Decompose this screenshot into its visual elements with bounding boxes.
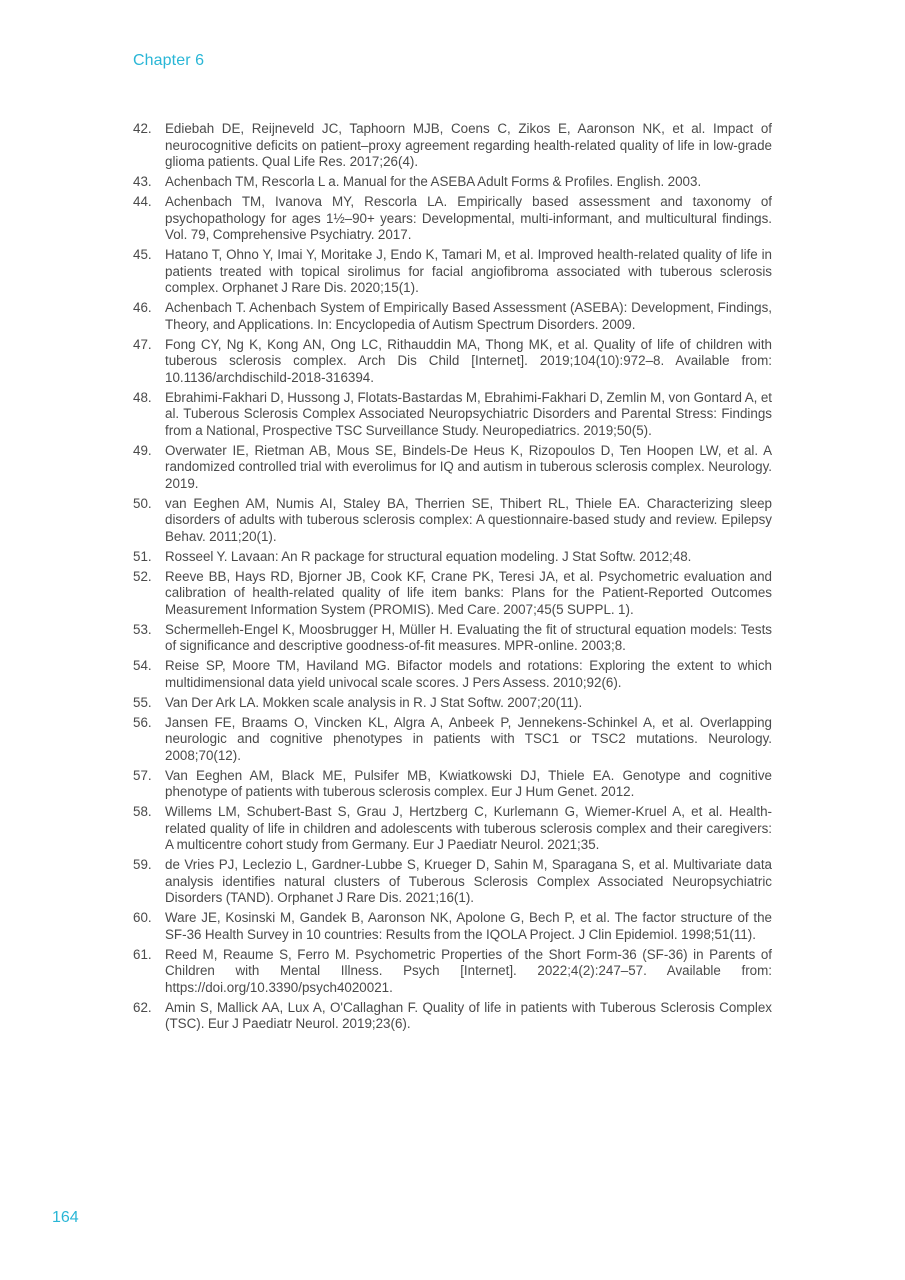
reference-number: 49. <box>133 442 152 458</box>
reference-text: Jansen FE, Braams O, Vincken KL, Algra A, Anbeek P, Jennekens-Schinkel A, et al. Overlapping neurologic and cognitive phenotypes in patients with TSC1 or TSC2 mutations. Neurology. 2008;70(12). <box>165 714 772 763</box>
reference-number: 51. <box>133 548 152 564</box>
reference-number: 46. <box>133 300 152 315</box>
reference-item <box>133 337 772 387</box>
reference-item <box>133 390 772 440</box>
reference-item <box>133 569 772 619</box>
reference-number: 42. <box>133 121 152 136</box>
reference-text: Achenbach TM, Rescorla L a. Manual for the ASEBA Adult Forms & Profiles. English. 2003. <box>165 174 702 189</box>
reference-item <box>133 121 772 171</box>
reference-item <box>133 496 772 546</box>
reference-number: 59. <box>133 857 152 872</box>
reference-text: Van Der Ark LA. Mokken scale analysis in R. J Stat Softw. 2007;20(11). <box>165 694 583 710</box>
reference-item <box>133 695 772 712</box>
reference-number: 58. <box>133 804 152 819</box>
reference-item <box>133 768 772 801</box>
reference-item <box>133 857 772 907</box>
reference-number: 45. <box>133 247 152 262</box>
reference-text: Willems LM, Schubert-Bast S, Grau J, Hertzberg C, Kurlemann G, Wiemer-Kruel A, et al. Health-related quality of life in children and adolescents with tuberous sclerosis complex and their caregivers: A multicentre cohort study from Germany. Eur J Paediatr Neurol. 2021;35. <box>165 804 772 852</box>
reference-text: Reeve BB, Hays RD, Bjorner JB, Cook KF, Crane PK, Teresi JA, et al. Psychometric evaluation and calibration of health-related quality of life item banks: Plans for the Patient-Reported Outcomes Measurement Information System (PROMIS). Med Care. 2007;45(5 SUPPL. 1). <box>165 568 772 617</box>
reference-number: 55. <box>133 694 152 710</box>
page-number: 164 <box>52 1209 79 1226</box>
reference-text: Fong CY, Ng K, Kong AN, Ong LC, Rithauddin MA, Thong MK, et al. Quality of life of children with tuberous sclerosis complex. Arch Dis Child [Internet]. 2019;104(10):972–8. Available from: 10.1136/archdischild-2018-316394. <box>165 336 772 385</box>
reference-text: Schermelleh-Engel K, Moosbrugger H, Müller H. Evaluating the fit of structural equation models: Tests of significance and descriptive goodness-of-fit measures. MPR-online. 2003;8. <box>165 621 772 653</box>
reference-number: 47. <box>133 336 152 352</box>
reference-number: 61. <box>133 946 152 962</box>
reference-item <box>133 549 772 566</box>
chapter-title: Chapter 6 <box>133 52 205 69</box>
reference-item <box>133 194 772 244</box>
reference-item <box>133 947 772 997</box>
reference-number: 53. <box>133 621 152 637</box>
reference-item <box>133 247 772 297</box>
reference-number: 52. <box>133 568 152 584</box>
reference-number: 60. <box>133 910 152 925</box>
reference-item <box>133 804 772 854</box>
reference-text: Ebrahimi-Fakhari D, Hussong J, Flotats-Bastardas M, Ebrahimi-Fakhari D, Zemlin M, von Gontard A, et al. Tuberous Sclerosis Complex Associated Neuropsychiatric Disorders and Parental Stress: Findings from a National, Prospective TSC Surveillance Study. Neuropediatrics. 2019;50(5). <box>165 389 772 438</box>
reference-item <box>133 174 772 191</box>
reference-text: Reise SP, Moore TM, Haviland MG. Bifactor models and rotations: Exploring the extent to which multidimensional data yield univocal scale scores. J Pers Assess. 2010;92(6). <box>165 658 772 690</box>
reference-item <box>133 1000 772 1033</box>
reference-text: Achenbach TM, Ivanova MY, Rescorla LA. Empirically based assessment and taxonomy of psychopathology for ages 1½–90+ years: Developmental, multi-informant, and multicultural findings. Vol. 79, Comprehensive Psychiatry. 2017. <box>165 194 772 242</box>
reference-item <box>133 658 772 691</box>
reference-text: Rosseel Y. Lavaan: An R package for structural equation modeling. J Stat Softw. 2012;48. <box>165 548 692 564</box>
reference-number: 44. <box>133 194 152 209</box>
reference-text: Amin S, Mallick AA, Lux A, O'Callaghan F. Quality of life in patients with Tuberous Sclerosis Complex (TSC). Eur J Paediatr Neurol. 2019;23(6). <box>165 999 772 1031</box>
reference-text: Van Eeghen AM, Black ME, Pulsifer MB, Kwiatkowski DJ, Thiele EA. Genotype and cognitive phenotype of patients with tuberous sclerosis complex. Eur J Hum Genet. 2012. <box>165 767 772 799</box>
reference-text: Ediebah DE, Reijneveld JC, Taphoorn MJB, Coens C, Zikos E, Aaronson NK, et al. Impact of neurocognitive deficits on patient–proxy agreement regarding health-related quality of life in low-grade glioma patients. Qual Life Res. 2017;26(4). <box>165 121 772 169</box>
reference-text: van Eeghen AM, Numis AI, Staley BA, Therrien SE, Thibert RL, Thiele EA. Characterizing sleep disorders of adults with tuberous sclerosis complex: A questionnaire-based study and review. Epilepsy Behav. 2011;20(1). <box>165 495 772 544</box>
reference-text: de Vries PJ, Leclezio L, Gardner-Lubbe S, Krueger D, Sahin M, Sparagana S, et al. Multivariate data analysis identifies natural clusters of Tuberous Sclerosis Complex Associated Neuropsychiatric Disorders (TAND). Orphanet J Rare Dis. 2021;16(1). <box>165 857 772 905</box>
reference-item <box>133 622 772 655</box>
reference-number: 54. <box>133 658 152 673</box>
reference-number: 43. <box>133 174 152 189</box>
reference-text: Overwater IE, Rietman AB, Mous SE, Bindels-De Heus K, Rizopoulos D, Ten Hoopen LW, et al. A randomized controlled trial with everolimus for IQ and autism in tuberous sclerosis complex. Neurology. 2019. <box>165 442 772 491</box>
reference-text: Hatano T, Ohno Y, Imai Y, Moritake J, Endo K, Tamari M, et al. Improved health-related quality of life in patients treated with topical sirolimus for facial angiofibroma associated with tuberous sclerosis complex. Orphanet J Rare Dis. 2020;15(1). <box>165 247 772 295</box>
reference-item <box>133 300 772 333</box>
reference-text: Achenbach T. Achenbach System of Empirically Based Assessment (ASEBA): Development, Findings, Theory, and Applications. In: Encyclopedia of Autism Spectrum Disorders. 2009. <box>165 300 772 332</box>
reference-item <box>133 443 772 493</box>
reference-text: Reed M, Reaume S, Ferro M. Psychometric Properties of the Short Form-36 (SF-36) in Parents of Children with Mental Illness. Psych [Internet]. 2022;4(2):247–57. Available from: https://doi.org/10.3390/psych4020021. <box>165 946 772 995</box>
reference-number: 48. <box>133 389 152 405</box>
reference-number: 57. <box>133 767 152 783</box>
reference-item <box>133 910 772 943</box>
reference-number: 50. <box>133 495 152 511</box>
reference-list <box>133 121 772 1036</box>
reference-item <box>133 715 772 765</box>
reference-number: 56. <box>133 714 152 730</box>
reference-text: Ware JE, Kosinski M, Gandek B, Aaronson NK, Apolone G, Bech P, et al. The factor structure of the SF-36 Health Survey in 10 countries: Results from the IQOLA Project. J Clin Epidemiol. 1998;51(11). <box>165 910 772 942</box>
reference-number: 62. <box>133 999 152 1015</box>
